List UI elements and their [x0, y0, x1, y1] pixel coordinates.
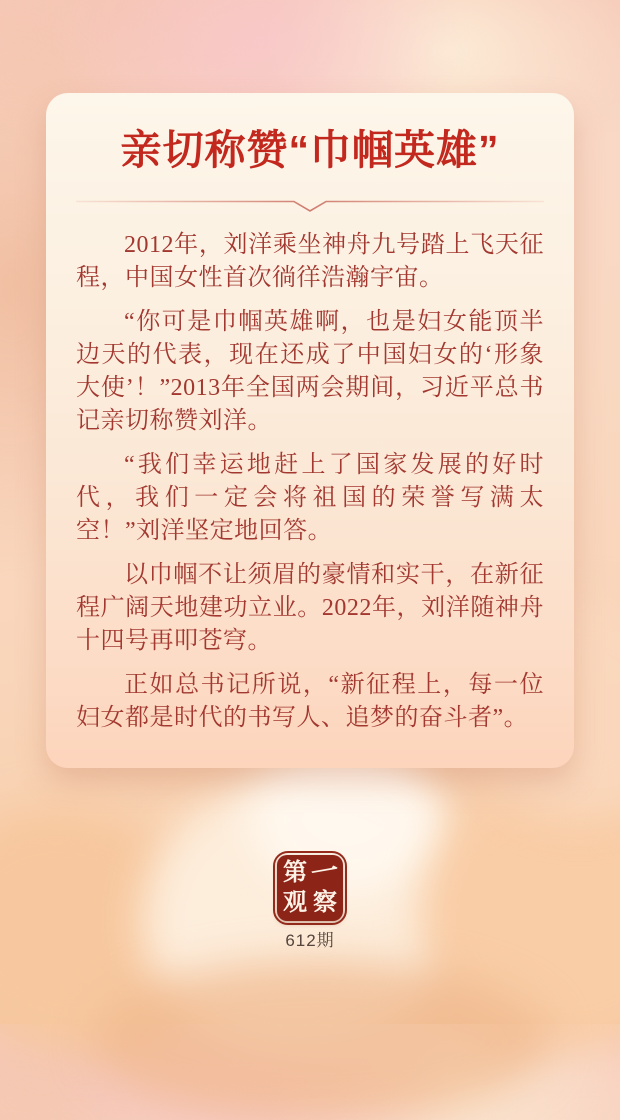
page-title: 亲切称赞“巾帼英雄” [120, 127, 500, 173]
diyiguancha-seal-logo [273, 851, 347, 925]
paragraph: 以巾帼不让须眉的豪情和实干，在新征程广阔天地建功立业。2022年，刘洋随神舟十四号再叩苍穹。 [76, 562, 544, 654]
seal-face [277, 855, 343, 921]
issue-number: 612期 [285, 931, 335, 950]
seal-char: 一 [309, 857, 341, 889]
paragraph: “我们幸运地赶上了国家发展的好时代，我们一定会将祖国的荣誉写满太空！”刘洋坚定地回答。 [76, 452, 544, 544]
seal-char: 第 [283, 860, 307, 886]
paragraph: “你可是巾帼英雄啊，也是妇女能顶半边天的代表，现在还成了中国妇女的‘形象大使’！”2013年全国两会期间，习近平总书记亲切称赞刘洋。 [76, 309, 544, 434]
paragraph: 2012年，刘洋乘坐神舟九号踏上飞天征程，中国女性首次徜徉浩瀚宇宙。 [76, 232, 544, 291]
background-petal [90, 960, 550, 1120]
article-body [76, 229, 544, 735]
title-divider [76, 199, 544, 213]
content-card [46, 93, 574, 768]
seal-char: 察 [313, 890, 337, 916]
paragraph: 正如总书记所说，“新征程上，每一位妇女都是时代的书写人、追梦的奋斗者”。 [76, 672, 544, 731]
seal-char: 观 [283, 890, 307, 916]
chevron-divider-line [76, 202, 544, 212]
